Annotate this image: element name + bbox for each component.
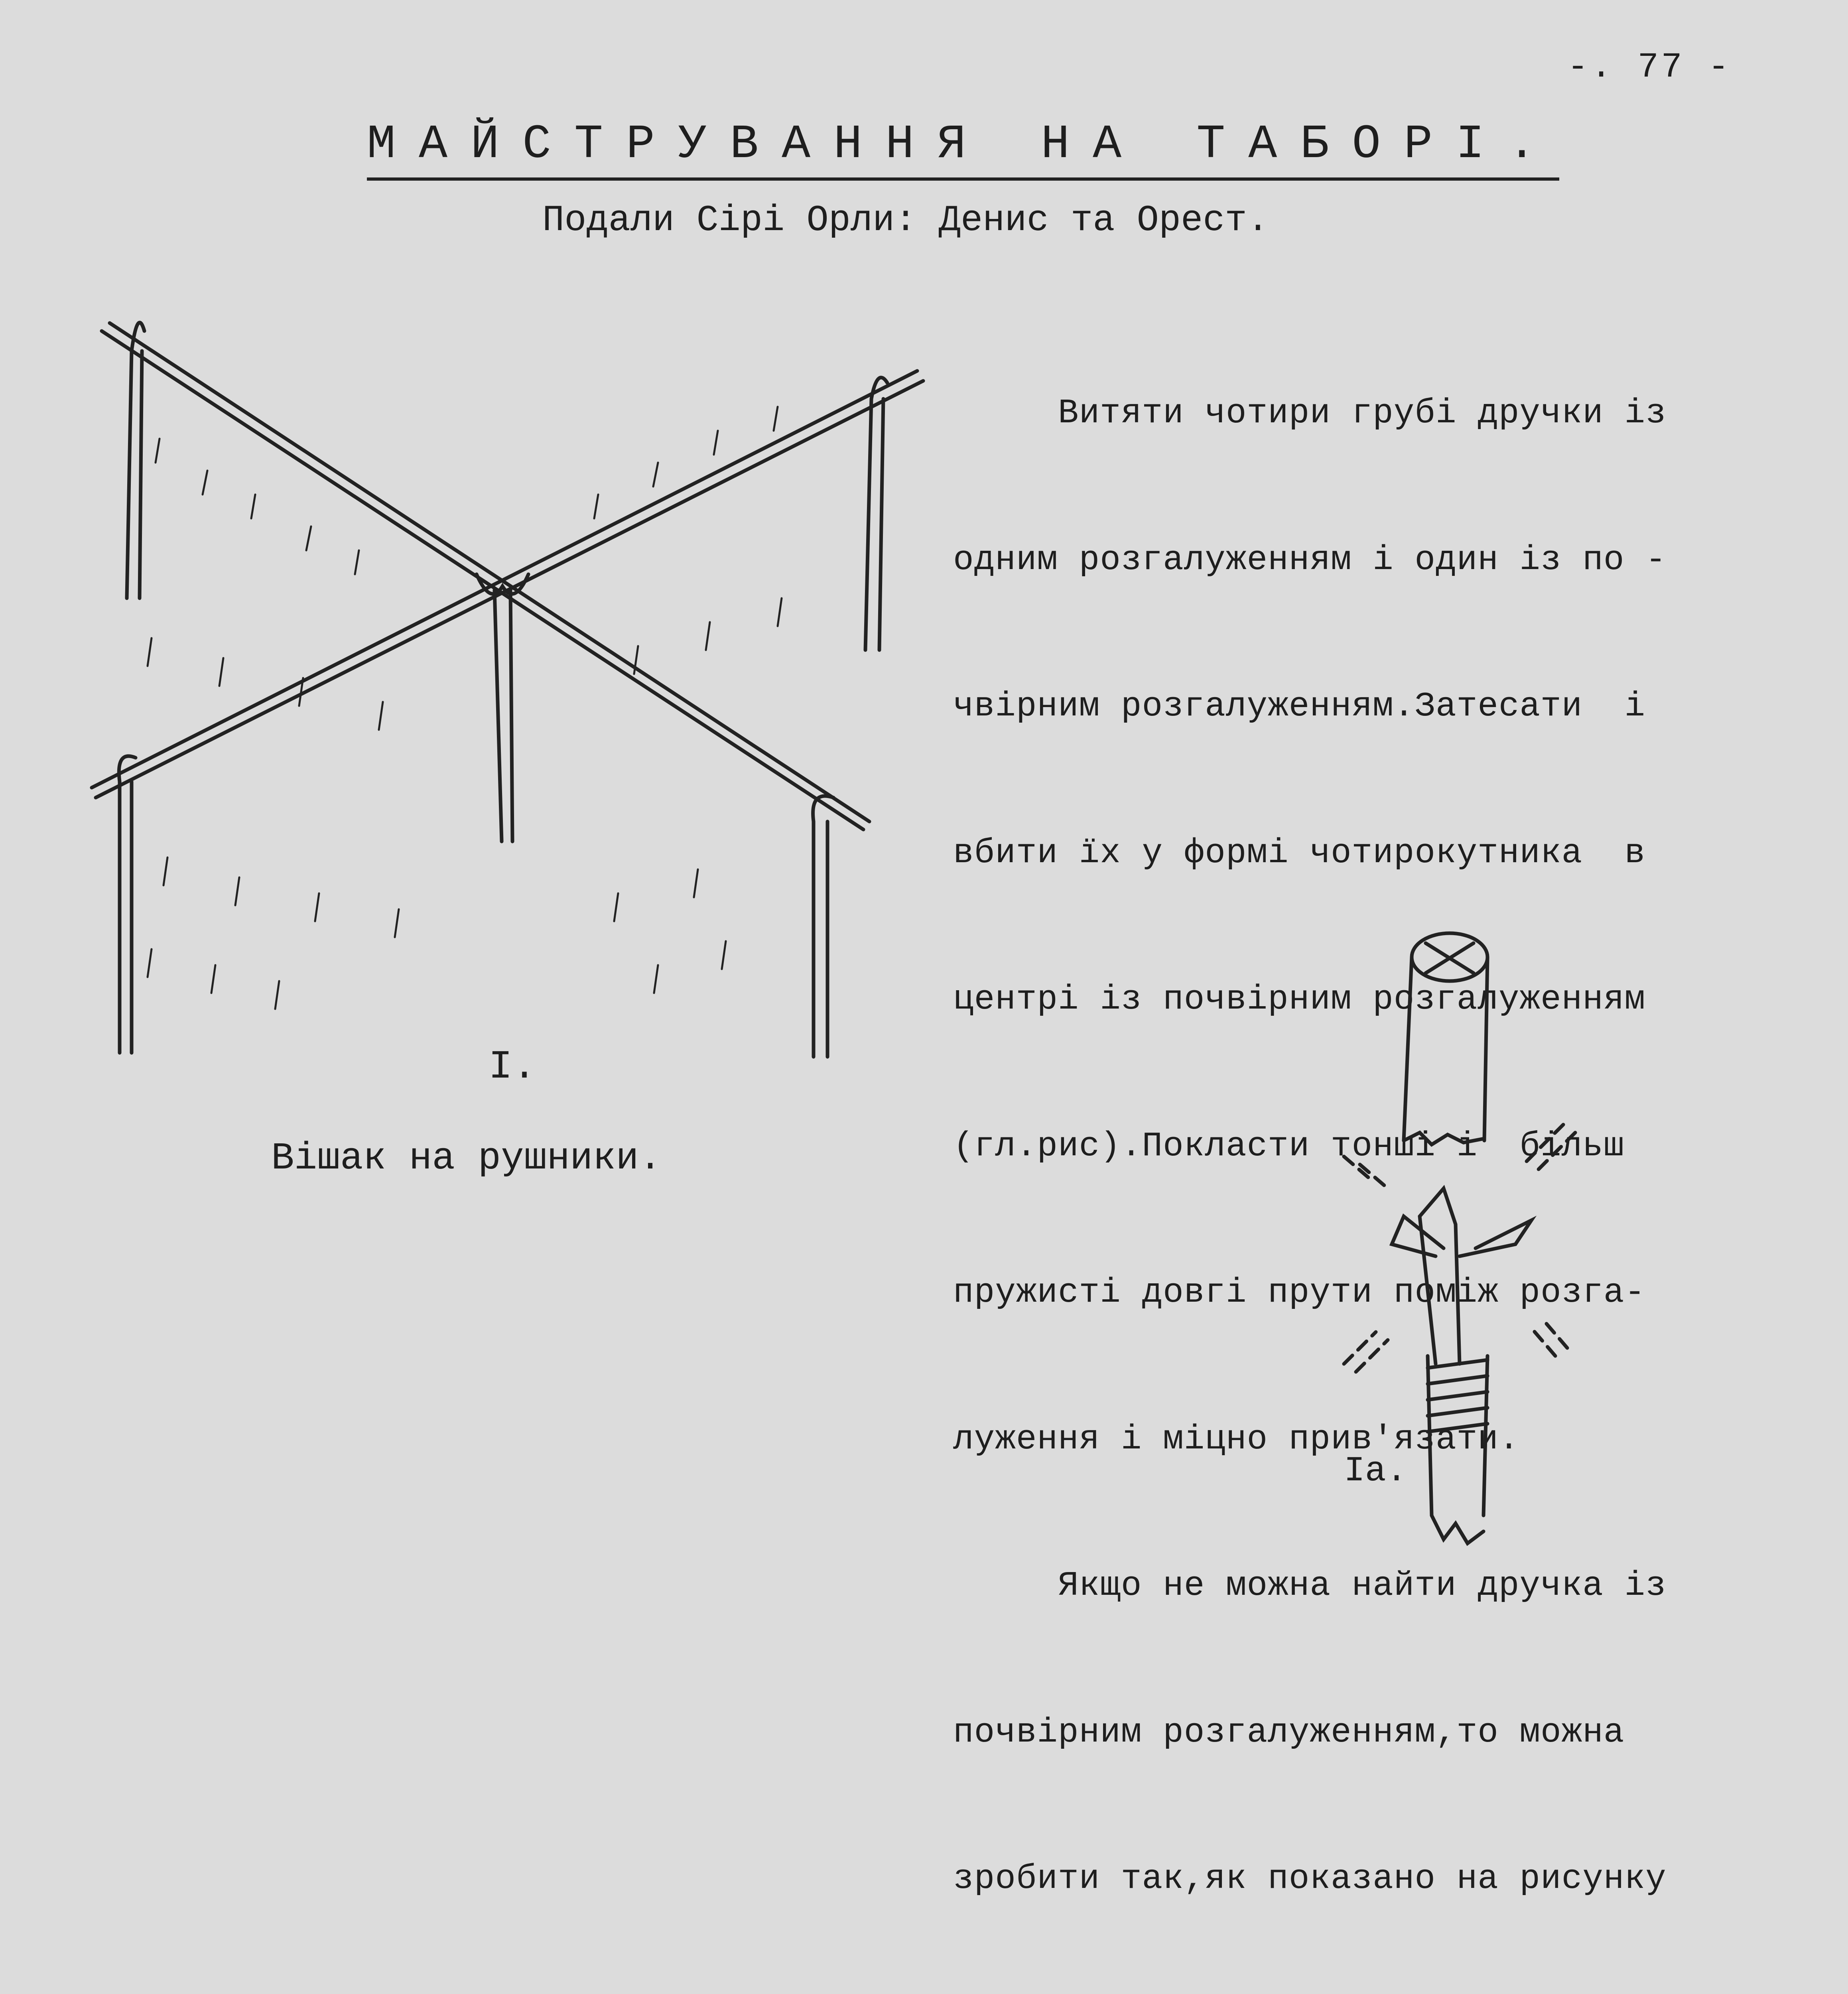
body-line: (гл.рис).Покласти тонші і більш	[953, 1126, 1625, 1166]
body-line: вбити їх у формі чотирокутника в	[953, 833, 1646, 873]
byline: Подали Сірі Орли: Денис та Орест.	[542, 199, 1269, 241]
body-line: одним розгалуженням і один із по -	[953, 540, 1667, 579]
page-title: МАЙСТРУВАННЯ НА ТАБОРІ.	[367, 118, 1559, 181]
body-line: чвірним розгалуженням.Затесати і	[953, 687, 1646, 726]
body-line: Якщо не можна найти дручка із	[953, 1566, 1667, 1605]
body-line: почвірним розгалуженням,то можна	[953, 1712, 1625, 1752]
body-line: пружисті довгі прути поміж розга-	[953, 1273, 1646, 1312]
body-line: луження і міцно прив'язати.	[953, 1419, 1520, 1459]
body-line: центрі із почвірним розгалуженням	[953, 980, 1646, 1019]
body-line: зробити так,як показано на рисунку	[953, 1859, 1667, 1898]
page-number: -. 77 -	[1567, 48, 1732, 87]
figure-1a-label: Іа.	[1344, 1452, 1407, 1491]
figure-1-label: І.	[489, 1045, 537, 1090]
figure-1-caption: Вішак на рушники.	[271, 1137, 662, 1180]
body-line: Витяти чотири грубі дручки із	[953, 394, 1667, 433]
